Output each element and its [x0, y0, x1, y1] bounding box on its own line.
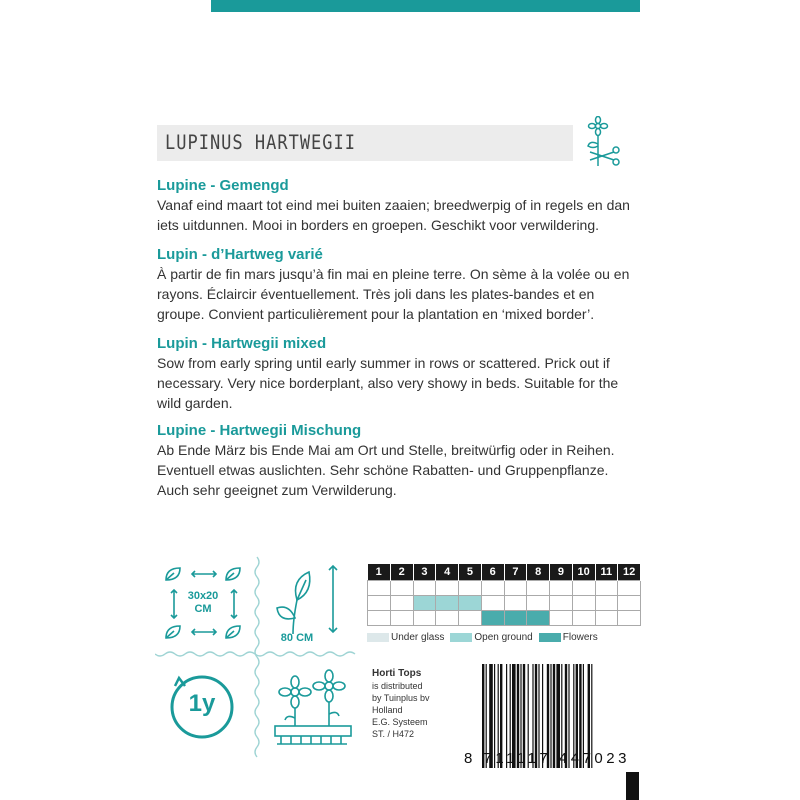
calendar-cell — [618, 610, 641, 625]
calendar-cell — [618, 595, 641, 610]
section-text: Vanaf eind maart tot eind mei buiten zaaien; breedwerpig of in regels en dan iets uitdunnen. Mooi in borders en groepen. Geschikt voor verwildering. — [157, 197, 630, 233]
section-english — [157, 335, 642, 413]
latin-name: LUPINUS HARTWEGII — [165, 131, 356, 155]
calendar-cell — [572, 595, 595, 610]
calendar-cell — [504, 580, 527, 595]
section-title: Lupine - Gemengd — [157, 177, 289, 194]
distributor-line: by Tuinplus bv — [372, 693, 430, 703]
calendar-cell — [368, 580, 391, 595]
calendar-cell — [527, 595, 550, 610]
calendar-cell — [459, 610, 482, 625]
calendar-cell — [436, 610, 459, 625]
month-header-row — [368, 564, 641, 580]
calendar-cell — [481, 610, 504, 625]
calendar-cell — [459, 595, 482, 610]
legend-flowers — [539, 632, 598, 643]
calendar-cell — [436, 580, 459, 595]
distributor-info — [372, 668, 472, 740]
calendar-cell — [595, 610, 618, 625]
brand-name: Horti Tops — [372, 668, 422, 679]
registration-mark — [626, 772, 639, 800]
legend-label: Open ground — [474, 631, 533, 643]
month-header: 1 — [368, 564, 391, 580]
month-header: 9 — [550, 564, 573, 580]
month-header: 7 — [504, 564, 527, 580]
lifecycle-label: 1y — [188, 690, 216, 717]
legend-under-glass — [367, 632, 444, 643]
spacing-label — [181, 590, 225, 616]
spacing-unit: CM — [194, 603, 212, 615]
month-header: 4 — [436, 564, 459, 580]
calendar-cell — [413, 595, 436, 610]
calendar-cell — [481, 595, 504, 610]
open-ground-row — [368, 595, 641, 610]
section-french — [157, 246, 642, 324]
section-text: Ab Ende März bis Ende Mai am Ort und Stelle, breitwürfig oder in Reihen. Eventuell etwas auslichten. Sehr schöne Rabatten- und Gruppenpflanze. Auch sehr geeignet zum Verwilderung. — [157, 442, 615, 498]
calendar-cell — [572, 610, 595, 625]
calendar-cell — [390, 580, 413, 595]
calendar-cell — [527, 610, 550, 625]
month-header: 6 — [481, 564, 504, 580]
plant-height-icon — [273, 560, 353, 638]
month-header: 10 — [572, 564, 595, 580]
legend-label: Under glass — [391, 631, 445, 643]
calendar-legend — [367, 630, 641, 644]
calendar-cell — [390, 610, 413, 625]
section-text: Sow from early spring until early summer in rows or scattered. Prick out if necessary. Very nice borderplant, also very showy in beds. Suitable for the wild garden. — [157, 355, 619, 411]
calendar-cell — [459, 580, 482, 595]
section-title: Lupin - d’Hartweg varié — [157, 246, 323, 263]
calendar-cell — [413, 580, 436, 595]
distributor-line: E.G. Systeem — [372, 717, 428, 727]
section-text: À partir de fin mars jusqu’à fin mai en pleine terre. On sème à la volée ou en rayons. Éclaircir éventuellement. Très joli dans les plates-bandes et en groupe. Convient particulièrement pour la plantation en ‘mixed border’. — [157, 266, 630, 322]
calendar-cell — [390, 595, 413, 610]
calendar-cell — [595, 595, 618, 610]
under-glass-row — [368, 580, 641, 595]
calendar-cell — [527, 580, 550, 595]
distributor-line: Holland — [372, 705, 403, 715]
species-header — [157, 125, 573, 161]
section-title: Lupin - Hartwegii mixed — [157, 335, 327, 352]
calendar-cell — [413, 610, 436, 625]
legend-open-ground — [450, 632, 532, 643]
section-title: Lupine - Hartwegii Mischung — [157, 422, 362, 439]
legend-swatch — [539, 633, 561, 642]
month-header: 11 — [595, 564, 618, 580]
month-header: 3 — [413, 564, 436, 580]
legend-swatch — [450, 633, 472, 642]
calendar-cell — [368, 595, 391, 610]
seed-tray-flowers-icon — [267, 664, 359, 752]
calendar-cell — [618, 580, 641, 595]
flowers-row — [368, 610, 641, 625]
spacing-value: 30x20 — [187, 590, 219, 602]
sowing-calendar — [367, 564, 641, 626]
flower-scissors-icon — [580, 116, 624, 168]
distributor-line: is distributed — [372, 681, 423, 691]
month-header: 2 — [390, 564, 413, 580]
calendar-cell — [504, 610, 527, 625]
month-header: 8 — [527, 564, 550, 580]
calendar-cell — [368, 610, 391, 625]
legend-label: Flowers — [562, 631, 598, 643]
calendar-cell — [550, 595, 573, 610]
top-accent-bar — [211, 0, 640, 12]
section-dutch — [157, 177, 642, 235]
month-header: 12 — [618, 564, 641, 580]
month-header: 5 — [459, 564, 482, 580]
calendar-cell — [550, 580, 573, 595]
calendar-cell — [481, 580, 504, 595]
growing-icons-panel — [155, 552, 363, 758]
calendar-cell — [504, 595, 527, 610]
calendar-table — [367, 564, 641, 626]
distributor-line: ST. / H472 — [372, 729, 415, 739]
calendar-cell — [550, 610, 573, 625]
section-german — [157, 422, 642, 500]
calendar-cell — [436, 595, 459, 610]
calendar-cell — [572, 580, 595, 595]
calendar-cell — [595, 580, 618, 595]
plant-height-label: 80 CM — [280, 632, 314, 644]
legend-swatch — [367, 633, 389, 642]
barcode-number: 8 711117 447023 — [464, 750, 630, 767]
